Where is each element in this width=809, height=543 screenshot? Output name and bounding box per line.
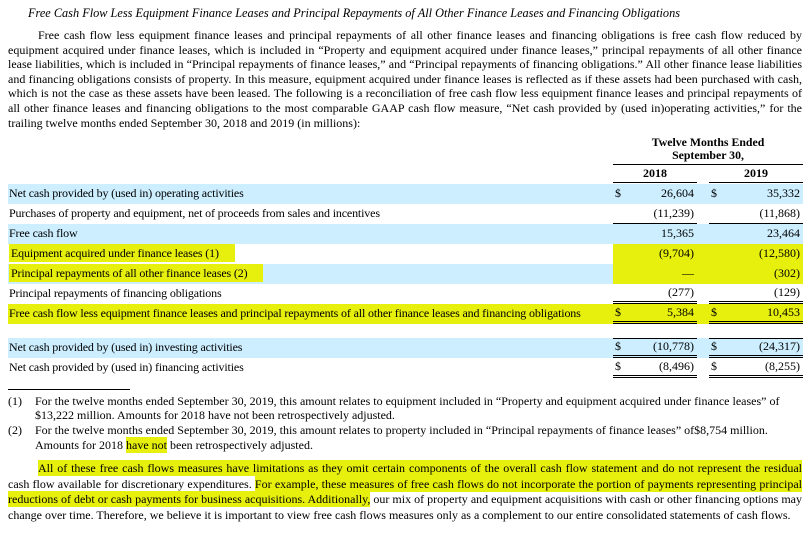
period-header (613, 136, 803, 165)
table-row (8, 358, 803, 378)
cell-2018 (613, 184, 697, 204)
value-2018: (10,778) (653, 339, 694, 354)
plain-text: been retrospectively adjusted. (167, 437, 313, 452)
value-2018: (277) (668, 284, 694, 299)
row-values (613, 184, 803, 204)
cell-2018 (613, 204, 697, 224)
value-2019: 10,453 (767, 304, 800, 319)
closing-paragraph (8, 461, 802, 523)
cell-gap (697, 244, 709, 264)
column-header-2019: 2019 (709, 166, 803, 183)
footnote-text (35, 394, 803, 423)
value-2019: 23,464 (767, 226, 800, 241)
cell-2019 (709, 204, 803, 224)
cell-2019 (709, 358, 803, 378)
row-label: Principal repayments of financing obligations (9, 286, 222, 301)
footnote-item (8, 423, 803, 452)
cell-2018 (613, 244, 697, 264)
column-header-2018: 2018 (613, 166, 697, 183)
header-spacer (8, 136, 613, 183)
plain-text: our mix of property and equipment acquisitions with cash or other financing options may change over time. Therefore, we believe it is important to view free cash flows measures only as a complement to our entire consolidated statements of cash flows. (8, 492, 802, 522)
value-2018: — (682, 266, 694, 281)
cell-gap (697, 184, 709, 204)
table-row (8, 184, 803, 204)
value-2018: (8,496) (659, 358, 694, 373)
row-values (613, 224, 803, 244)
dollar-sign-2018: $ (615, 339, 621, 354)
cell-2018 (613, 224, 697, 244)
row-label (8, 246, 613, 261)
table-row (8, 284, 803, 304)
value-2018: (11,239) (653, 205, 694, 220)
cell-2019 (709, 224, 803, 244)
row-label (8, 266, 613, 281)
row-label: Net cash provided by (used in) operating activities (9, 186, 244, 201)
highlighted-text: For example, these measures of free cash flows do not incorporate the portion of payments representing principal reductions of debt or cash payments for business acquisitions. Additionally, (8, 476, 802, 507)
cell-gap (697, 264, 709, 284)
value-2019: (8,255) (765, 358, 800, 373)
table-row (8, 244, 803, 264)
cell-gap (697, 204, 709, 224)
footnote-item (8, 394, 803, 423)
row-label: Purchases of property and equipment, net of proceeds from sales and incentives (9, 206, 380, 221)
column-gap (697, 166, 709, 183)
value-2018: 26,604 (661, 186, 694, 201)
dollar-sign-2018: $ (615, 186, 621, 201)
table-row (8, 204, 803, 224)
intro-paragraph: Free cash flow less equipment finance leases and principal repayments of all other finance leases and financing obligations is free cash flow reduced by equipment acquired under finance leases, which is included in “Property and equipment acquired under finance leases,” principal repayments of all other finance lease liabilities, which is included in “Principal repayments of finance leases,” and “Principal repayments of financing obligations.” All other finance lease liabilities and financing obligations consists of property. In this measure, equipment acquired under finance leases is reflected as if these assets had been purchased with cash, which is not the case as these assets have been leased. The following is a reconciliation of free cash flow less equipment finance leases and principal repayments of all other finance leases and financing obligations to the most comparable GAAP cash flow measure, “Net cash provided by (used in)operating activities,” for the trailing twelve months ended September 30, 2018 and 2019 (in millions): (8, 28, 802, 130)
period-header-line2: September 30, (672, 147, 744, 162)
table-section-spacer (8, 324, 803, 338)
cell-gap (697, 224, 709, 244)
header-columns (613, 136, 803, 183)
cell-2019 (709, 264, 803, 284)
cell-gap (697, 304, 709, 324)
row-values (613, 244, 803, 264)
cell-2019 (709, 244, 803, 264)
value-2018: (9,704) (659, 246, 694, 261)
footnotes (8, 394, 803, 452)
table-row (8, 304, 803, 324)
page-title: Free Cash Flow Less Equipment Finance Leases and Principal Repayments of All Other Finance Leases and Financing Obligations (28, 6, 680, 20)
cell-2019 (709, 284, 803, 304)
dollar-sign-2018: $ (615, 304, 621, 319)
table-row (8, 264, 803, 284)
cell-2018 (613, 358, 697, 378)
table-body-activities (8, 338, 803, 378)
value-2019: (302) (774, 266, 800, 281)
plain-text: For the twelve months ended September 30, 2019, this amount relates to equipment included in “Property and equipment acquired under finance leases” of $13,222 million. Amounts for 2018 have not been retrospectively adjusted. (35, 393, 780, 423)
cell-2018 (613, 304, 697, 324)
row-values (613, 358, 803, 378)
row-values (613, 284, 803, 304)
cash-flow-reconciliation-table (8, 136, 803, 378)
row-label: Free cash flow less equipment finance leases and principal repayments of all other finance leases and financing obligations (9, 306, 581, 321)
value-2019: (24,317) (759, 339, 800, 354)
cell-gap (697, 338, 709, 358)
value-2019: (129) (774, 284, 800, 299)
value-2019: (11,868) (759, 205, 800, 220)
value-2018: 15,365 (661, 226, 694, 241)
dollar-sign-2019: $ (711, 358, 717, 373)
highlighted-text: have not (126, 437, 167, 452)
year-header-row (613, 166, 803, 183)
cell-2018 (613, 264, 697, 284)
highlighted-text: All of these free cash flows measures have limitations as they omit certain components of the overall cash flow statement and do not represent the residual (38, 461, 802, 476)
row-values (613, 204, 803, 224)
table-header (8, 136, 803, 183)
cell-2018 (613, 284, 697, 304)
footnote-marker: (2) (8, 422, 22, 437)
row-values (613, 338, 803, 358)
table-row (8, 224, 803, 244)
footnote-rule (8, 389, 130, 390)
row-values (613, 304, 803, 324)
cell-gap (697, 358, 709, 378)
row-label-highlight: Principal repayments of all other finance leases (2) (9, 264, 263, 282)
dollar-sign-2019: $ (711, 304, 717, 319)
table-body-main (8, 184, 803, 324)
row-values (613, 264, 803, 284)
cell-2019 (709, 338, 803, 358)
footnote-text (35, 423, 803, 452)
dollar-sign-2019: $ (711, 339, 717, 354)
dollar-sign-2018: $ (615, 358, 621, 373)
plain-text: For the twelve months ended September 30, 2019, this amount relates to property included in “Principal repayments of finance leases” of$8,754 million. Amounts for 2018 (35, 422, 768, 452)
row-label: Net cash provided by (used in) investing activities (9, 340, 243, 355)
value-2019: 35,332 (767, 186, 800, 201)
value-2018: 5,384 (667, 304, 694, 319)
footnote-marker: (1) (8, 393, 22, 408)
plain-text: cash flow available for discretionary expenditures. (8, 476, 255, 491)
row-label: Net cash provided by (used in) financing activities (9, 360, 244, 375)
table-row (8, 338, 803, 358)
row-label: Free cash flow (9, 226, 78, 241)
cell-2019 (709, 304, 803, 324)
cell-2018 (613, 338, 697, 358)
cell-gap (697, 284, 709, 304)
period-header-line1: Twelve Months Ended (651, 135, 765, 150)
dollar-sign-2019: $ (711, 186, 717, 201)
row-label-highlight: Equipment acquired under finance leases (1) (9, 244, 235, 262)
value-2019: (12,580) (759, 246, 800, 261)
cell-2019 (709, 184, 803, 204)
